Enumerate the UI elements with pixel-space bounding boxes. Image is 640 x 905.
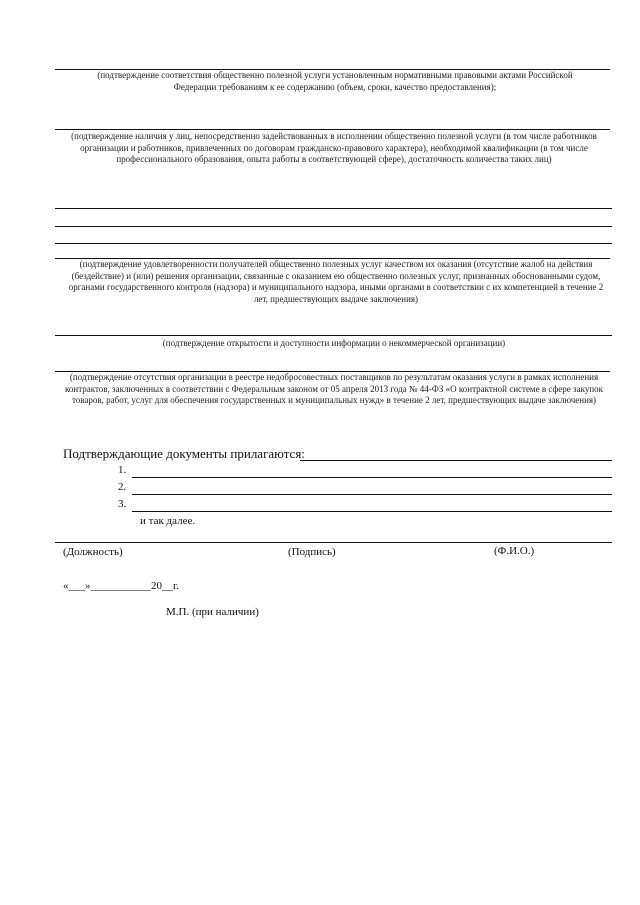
fill-line-4[interactable] — [55, 226, 612, 227]
caption-section-4: (подтверждение открытости и доступности информации о некоммерческой организации) — [162, 338, 506, 348]
signature-line[interactable] — [55, 542, 612, 543]
fill-line-7[interactable] — [55, 335, 612, 336]
date-line[interactable]: «___»___________20__г. — [63, 580, 180, 592]
document-item-2-number: 2. — [118, 481, 127, 493]
full-name-label: (Ф.И.О.) — [494, 545, 535, 557]
fill-line-2[interactable] — [55, 129, 610, 130]
fill-line-5[interactable] — [55, 243, 612, 244]
document-item-3-line[interactable] — [132, 511, 612, 512]
caption-section-5: (подтверждение отсутствия организации в реестре недобросовестных поставщиков по результатам оказания услуги в рамках исполнения контрактов, заключенных в соответствии с Федеральным законом от 05 апреля 2013 года № 44-ФЗ «О контрактной системе в сфере закупок товаров, работ, услуг для обеспечения государственных и муниципальных нужд» в течение 2 лет, предшествующих выдаче заключения) — [64, 372, 604, 405]
position-label: (Должность) — [63, 546, 123, 558]
document-item-3-number: 3. — [118, 498, 127, 510]
documents-heading-line[interactable] — [300, 460, 612, 461]
document-item-1-line[interactable] — [132, 477, 612, 478]
documents-etc: и так далее. — [140, 515, 196, 527]
document-item-2-line[interactable] — [132, 494, 612, 495]
documents-heading: Подтверждающие документы прилагаются: — [63, 446, 305, 461]
caption-section-2: (подтверждение наличия у лиц, непосредственно задействованных в исполнении общественно полезной услуги (в том числе работников организации и работников, привлеченных по договорам гражданско-правового характера), необходимой квалификации (в том числе профессионального образования, опыта работы в соответствующей сфере), достаточность количества таких лиц) — [71, 131, 597, 164]
caption-section-3: (подтверждение удовлетворенности получателей общественно полезных услуг качеством их оказания (отсутствие жалоб на действия (бездействие) и (или) решения организации, связанные с оказанием ею общественно полезных услуг, признанных обоснованными судом, органами государственного контроля (надзора) и муниципального надзора, иными органами в соответствии с их компетенцией в течение 2 лет, предшествующих выдаче заключения) — [68, 259, 604, 304]
caption-section-1: (подтверждение соответствия общественно полезной услуги установленным нормативными правовыми актами Российской Федерации требованиям к ее содержанию (объем, сроки, качество предоставления); — [97, 70, 573, 92]
document-item-1-number: 1. — [118, 464, 127, 476]
stamp-label: М.П. (при наличии) — [166, 606, 259, 618]
fill-line-3[interactable] — [55, 208, 612, 209]
signature-label: (Подпись) — [288, 546, 336, 558]
